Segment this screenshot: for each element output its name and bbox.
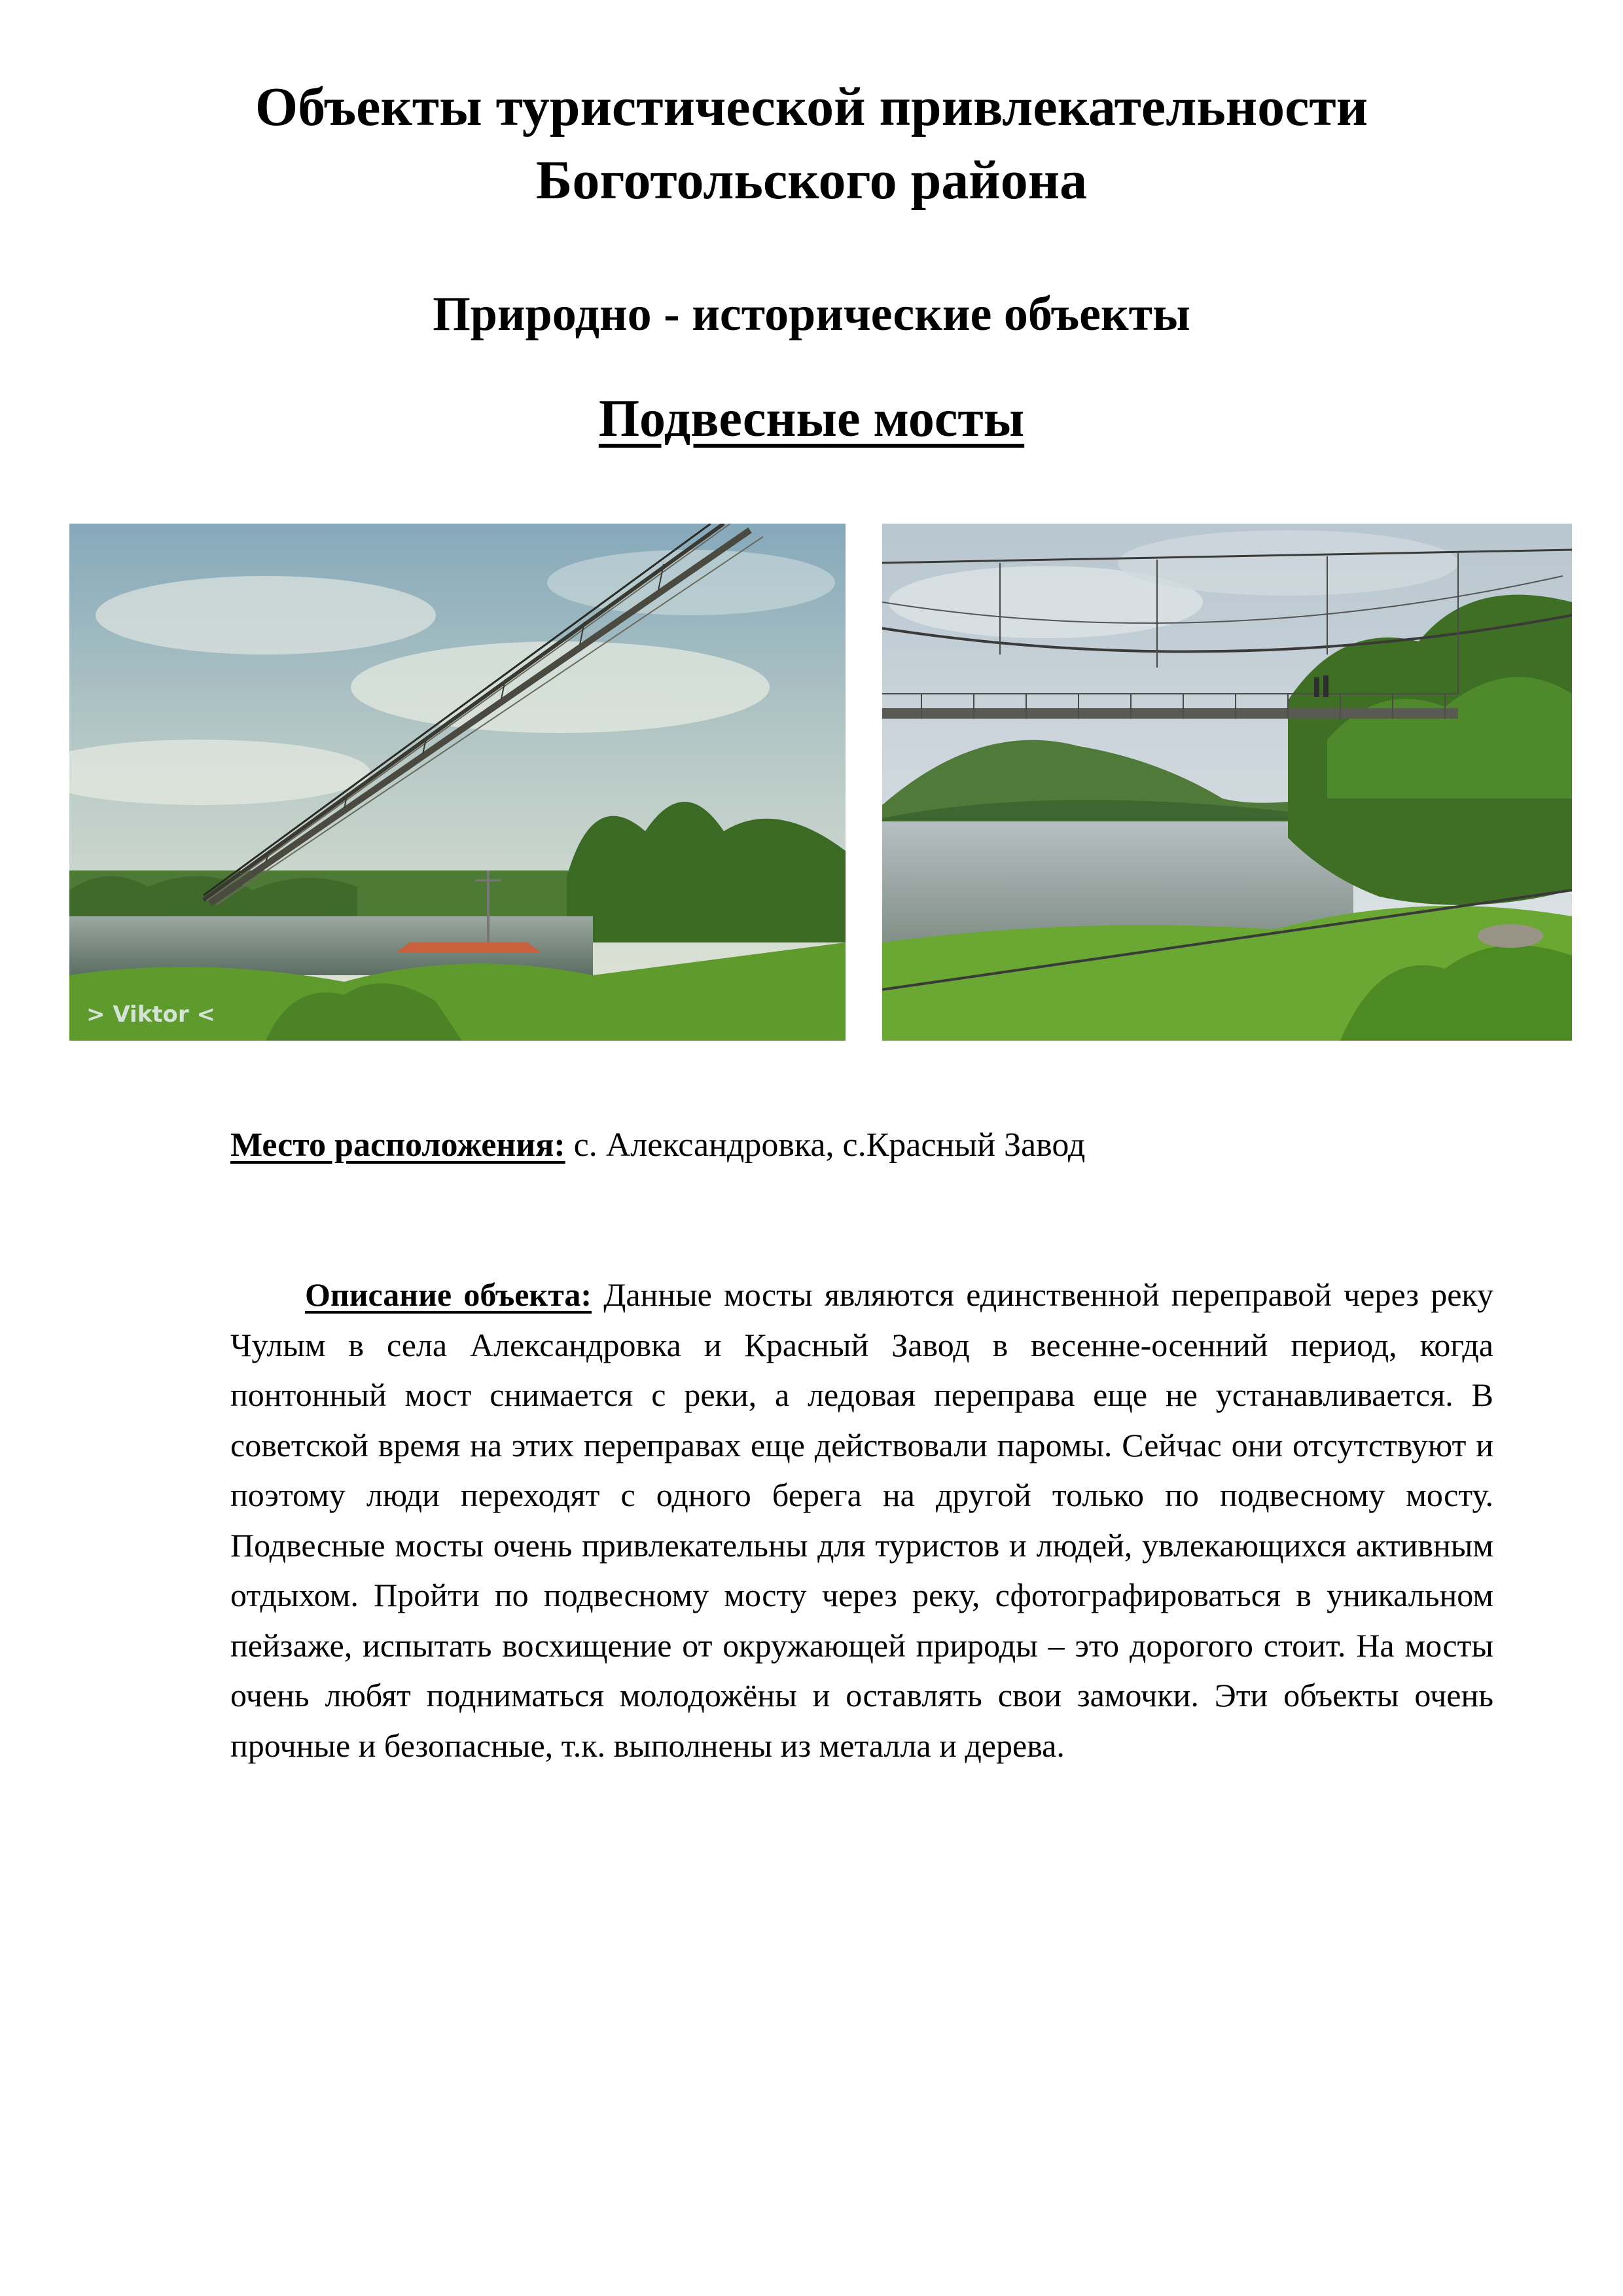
bridge-photo-aleksandrovka [69, 524, 846, 1041]
location-label: Место расположения: [230, 1126, 565, 1164]
section-heading: Природно - исторические объекты [433, 287, 1190, 341]
location-paragraph [230, 1121, 1493, 1170]
photo-caption: > Viktor < [86, 1001, 216, 1028]
page-title-line2: Боготольского района [535, 150, 1088, 211]
subsection-heading: Подвесные мосты [598, 390, 1025, 448]
location-value: с. Александровка, с.Красный Завод [565, 1126, 1086, 1164]
page-title-line1: Объекты туристической привлекательности [255, 77, 1368, 137]
bridge-photo-krasny-zavod [882, 524, 1572, 1041]
page-title [0, 71, 1623, 217]
description-text: Данные мосты являются единственной переправой через реку Чулым в села Александровка и Красный Завод в весенне-осенний период, когда понтонный мост снимается с реки, а ледовая переправа еще не устанавливается. В советской время на этих переправах еще действовали паромы. Сейчас они отсутствуют и поэтому люди переходят с одного берега на другой только по подвесному мосту. Подвесные мосты очень привлекательны для туристов и людей, увлекающихся активным отдыхом. Пройти по подвесному мосту через реку, сфотографироваться в уникальном пейзаже, испытать восхищение от окружающей природы – это дорогого стоит. На мосты очень любят подниматься молодожёны и оставлять свои замочки. Эти объекты очень прочные и безопасные, т.к. выполнены из металла и дерева. [230, 1276, 1493, 1764]
bridge-photo-2-image [882, 524, 1572, 1041]
description-label: Описание объекта: [305, 1276, 592, 1313]
description-paragraph [230, 1270, 1493, 1770]
bridge-photo-1-image [69, 524, 846, 1041]
